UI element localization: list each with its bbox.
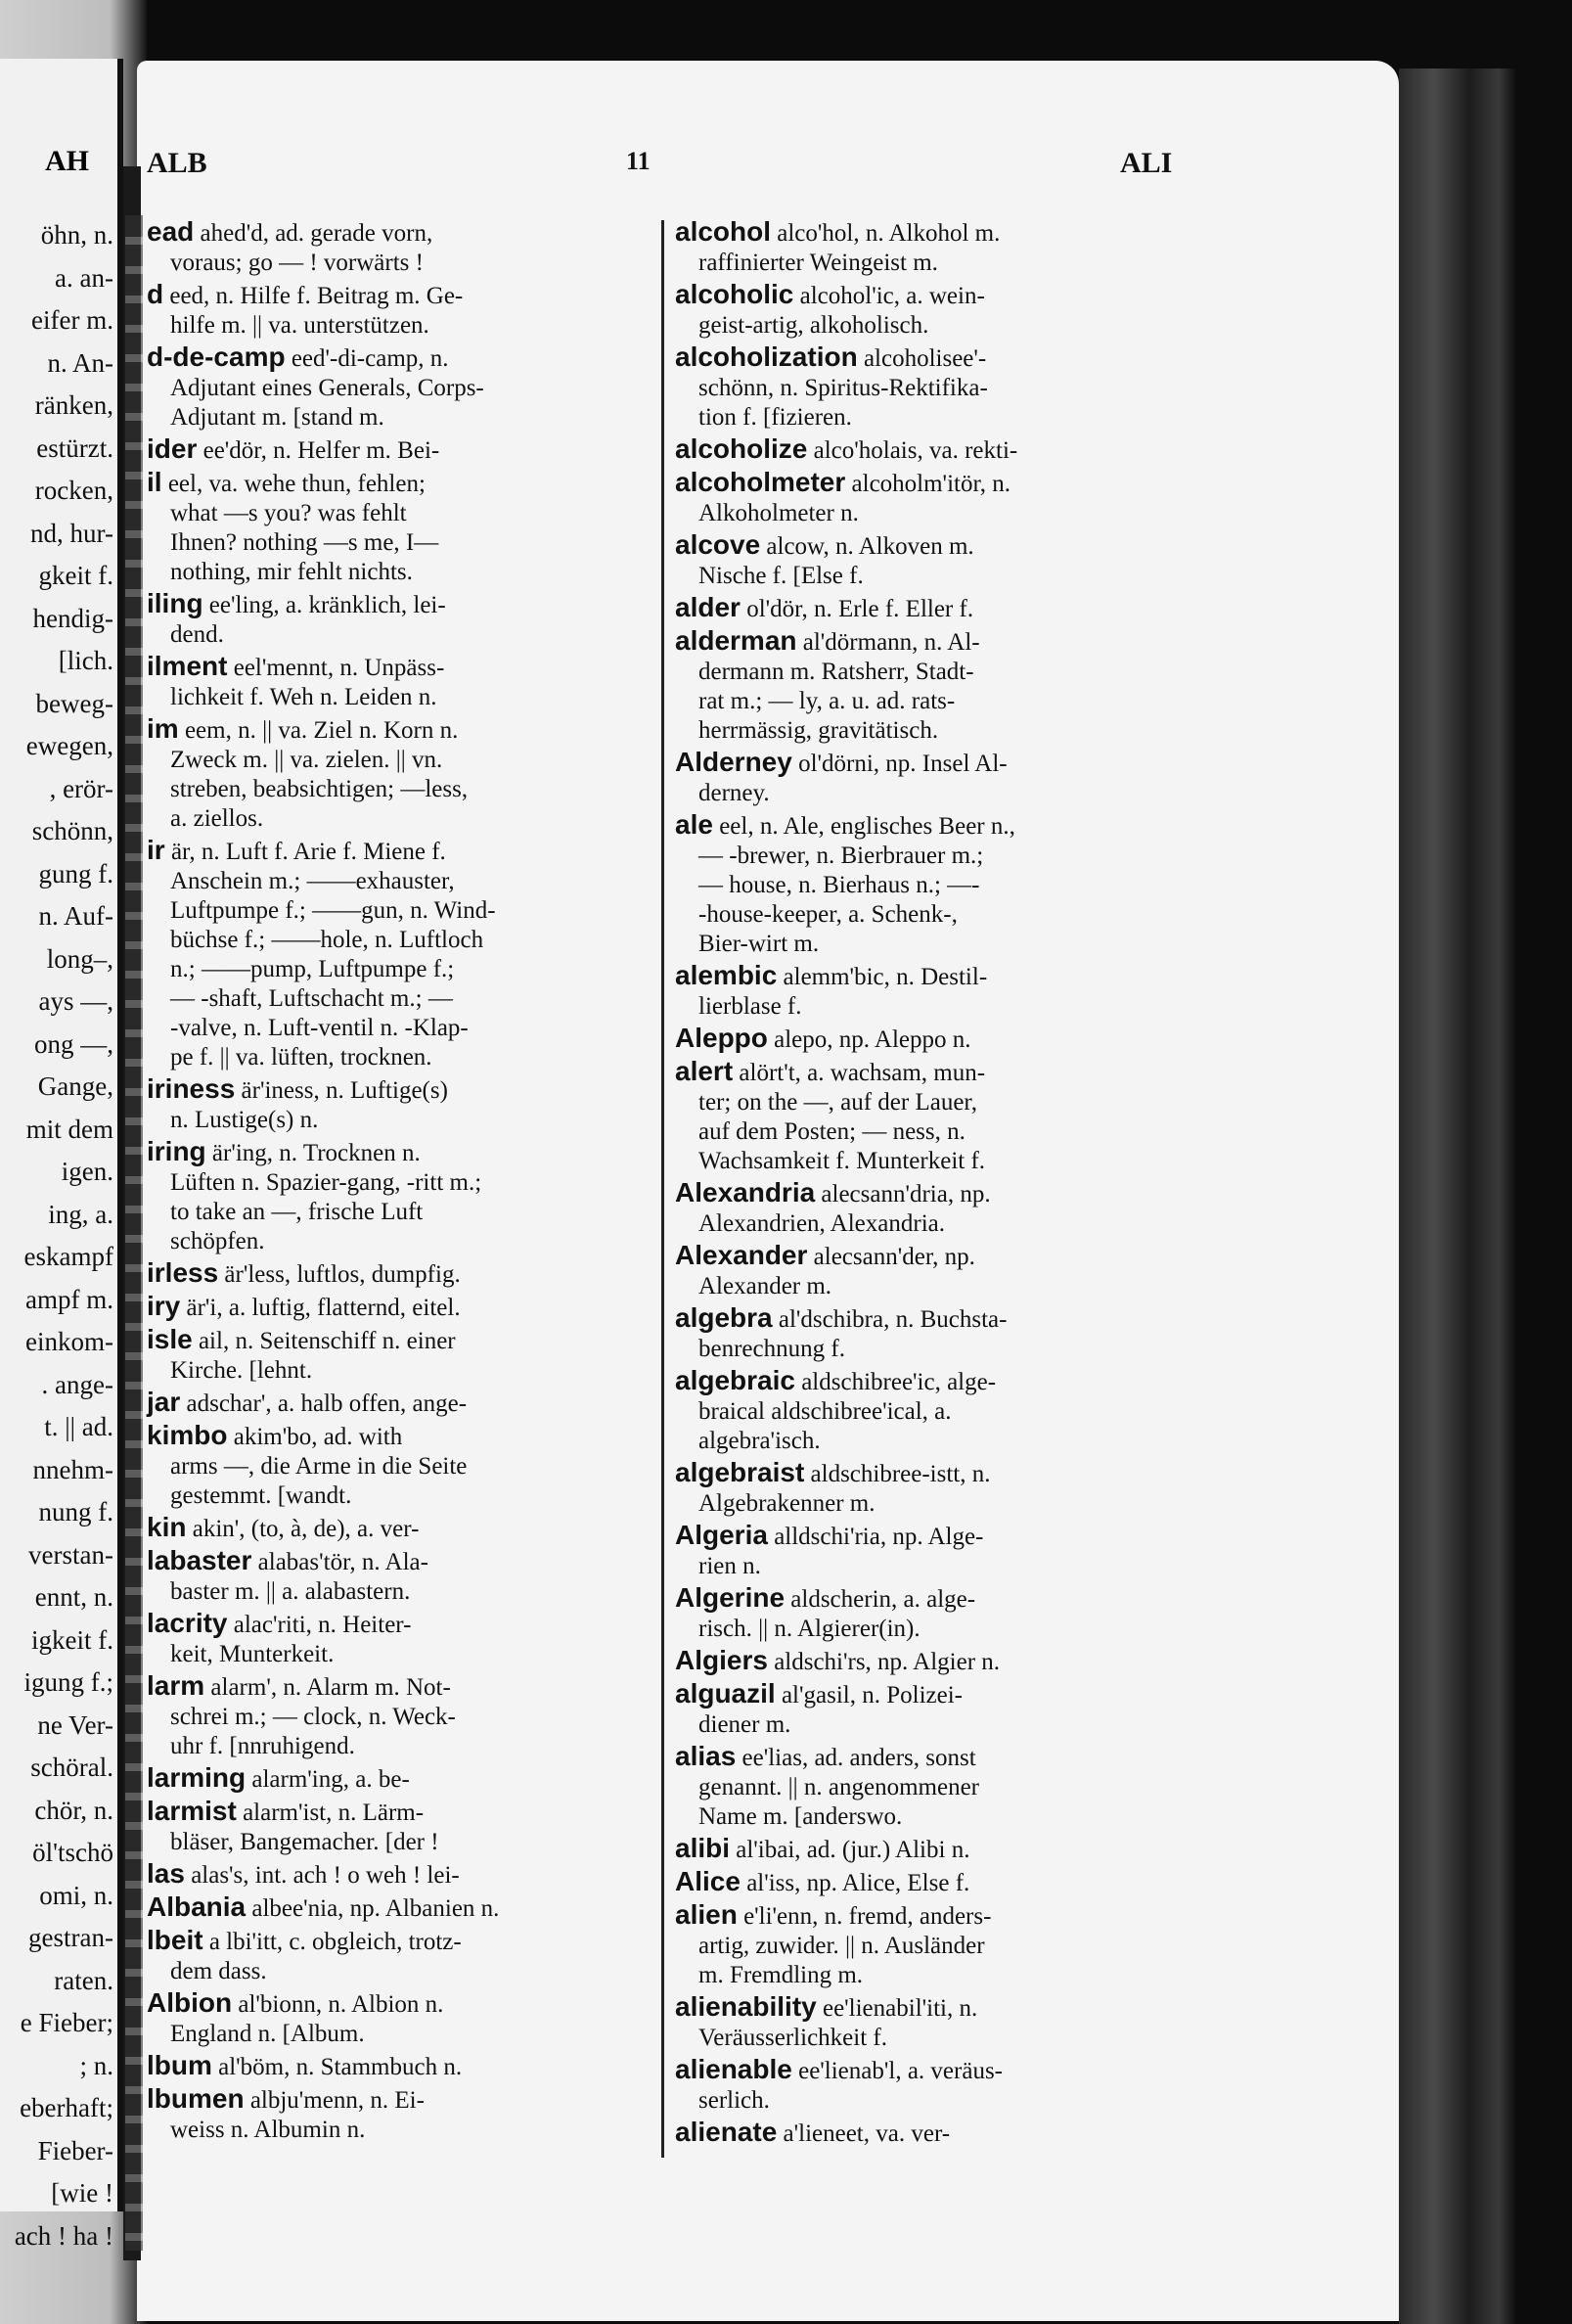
entry-headline: larming alarm'ing, a. be- [147,1762,410,1793]
left-page-fragment: verstan- [28,1539,113,1570]
entry-continuation: -valve, n. Luft-ventil n. -Klap- [170,1015,469,1041]
dictionary-entry [147,1137,641,1256]
headword: iriness [147,1073,236,1104]
entry-headline: alienate a'lieneet, va. ver- [675,2117,951,2147]
entry-headline: iriness är'iness, n. Luftige(s) [147,1073,448,1104]
left-page-fragment: schöral. [30,1753,113,1782]
headword: Algeria [675,1520,768,1550]
headword: larm [147,1670,205,1701]
entry-headline: lbumen albju'menn, n. Ei- [147,2083,425,2114]
column-divider [661,220,664,2158]
left-page-fragment: n. An- [47,347,113,378]
entry-headline: iring är'ing, n. Trocknen n. [147,1136,421,1166]
headword: lbum [147,2050,212,2080]
entry-continuation: benrechnung f. [698,1336,845,1362]
left-page-fragment: . ange- [41,1369,113,1399]
headword: lbumen [147,2083,245,2114]
headword: irless [147,1257,219,1288]
entry-continuation: serlich. [698,2087,770,2114]
entry-continuation: to take an —, frische Luft [170,1199,424,1225]
entry-headline: algebraist aldschibree-istt, n. [675,1457,991,1487]
left-page-fragment: nung f. [38,1497,113,1527]
dictionary-entry [147,468,641,587]
left-column [147,217,641,2147]
headword: iry [147,1291,181,1321]
left-page-fragment: ing, a. [48,1199,113,1229]
left-page-fragment: ewegen, [25,731,113,760]
headword: alcoholization [675,342,858,372]
left-page-fragment: e Fieber; [20,2008,113,2037]
headword: Algiers [675,1645,768,1675]
entry-continuation: — -brewer, n. Bierbrauer m.; [698,843,984,869]
headword: Alice [675,1866,741,1896]
dictionary-entry [675,2118,1233,2149]
headword: alcoholic [675,279,794,309]
headword: algebraic [675,1365,795,1395]
entry-headline: Alice al'iss, np. Alice, Else f. [675,1866,970,1896]
entry-continuation: schöpfen. [170,1228,265,1254]
entry-continuation: herrmässig, gravitätisch. [698,717,939,744]
entry-headline: iry är'i, a. luftig, flatternd, eitel. [147,1291,461,1321]
entry-continuation: voraus; go — ! vorwärts ! [170,250,424,276]
left-page-running-head: AH [45,145,89,177]
entry-headline: alembic alemm'bic, n. Destil- [675,960,988,990]
entry-headline: lacrity alac'riti, n. Heiter- [147,1608,412,1638]
left-page-fragment: ong —, [34,1028,113,1059]
entry-headline: alder ol'dör, n. Erle f. Eller f. [675,592,974,622]
entry-continuation: Algebrakenner m. [698,1490,876,1517]
entry-headline: im eem, n. || va. Ziel n. Korn n. [147,713,459,744]
entry-headline: Albania albee'nia, np. Albanien n. [147,1891,500,1922]
headword: alder [675,592,741,622]
dictionary-entry [147,1892,641,1924]
left-page-fragment: chör, n. [34,1795,113,1825]
left-page-fragment: ; n. [79,2050,113,2080]
dictionary-entry [147,217,641,278]
entry-headline: alias ee'lias, ad. anders, sonst [675,1741,976,1771]
headword: alembic [675,960,778,990]
dictionary-entry [147,1671,641,1761]
entry-headline: jar adschar', a. halb offen, ange- [147,1387,468,1417]
entry-headline: alcoholic alcohol'ic, a. wein- [675,279,985,309]
entry-headline: isle ail, n. Seitenschiff n. einer [147,1324,456,1354]
headword: kimbo [147,1420,228,1450]
entry-headline: alcoholization alcoholisee'- [675,342,987,372]
entry-continuation: hilfe m. || va. unterstützen. [170,312,429,339]
left-page-fragment: [lich. [58,646,113,675]
headword: d [147,279,164,309]
entry-continuation: Zweck m. || va. zielen. || vn. [170,747,443,773]
entry-headline: alert alört't, a. wachsam, mun- [675,1056,986,1086]
entry-continuation: raffinierter Weingeist m. [698,250,938,276]
entry-headline: alcoholmeter alcoholm'itör, n. [675,467,1011,497]
entry-continuation: derney. [698,780,770,806]
dictionary-entry [675,468,1233,528]
left-page-fragment: eberhaft; [20,2093,113,2122]
headword: larming [147,1762,247,1793]
entry-headline: ilment eel'mennt, n. Unpäss- [147,651,445,681]
entry-headline: kimbo akim'bo, ad. with [147,1420,403,1450]
dictionary-entry [675,434,1233,466]
left-page-fragment: igen. [61,1157,113,1186]
headword: Algerine [675,1582,786,1613]
dictionary-entry [675,1834,1233,1865]
dictionary-entry [675,217,1233,278]
entry-headline: Alexander alecsann'der, np. [675,1240,975,1270]
headword: iling [147,588,203,618]
entry-continuation: keit, Munterkeit. [170,1641,335,1667]
headword: Albania [147,1891,247,1922]
entry-headline: kin akin', (to, à, de), a. ver- [147,1512,420,1542]
entry-headline: ead ahed'd, ad. gerade vorn, [147,216,433,247]
headword: las [147,1858,185,1889]
headword: alderman [675,625,797,656]
entry-continuation: -house-keeper, a. Schenk-, [698,901,958,928]
entry-continuation: diener m. [698,1711,791,1738]
headword: algebra [675,1302,773,1333]
dictionary-entry [147,1421,641,1511]
entry-continuation: tion f. [fizieren. [698,404,852,431]
dictionary-entry [147,1763,641,1795]
dictionary-entry [147,652,641,712]
entry-continuation: — house, n. Bierhaus n.; —- [698,872,980,898]
left-page-fragment: einkom- [25,1327,113,1356]
dictionary-entry [675,1024,1233,1055]
entry-headline: labaster alabas'tör, n. Ala- [147,1545,428,1575]
entry-continuation: geist-artig, alkoholisch. [698,312,929,339]
entry-continuation: England n. [Album. [170,2021,365,2047]
left-page-fragment: beweg- [35,688,113,718]
entry-headline: algebra al'dschibra, n. Buchsta- [675,1302,1008,1333]
left-page-fragment: n. Auf- [38,901,113,931]
headword: alien [675,1899,738,1930]
dictionary-entry [147,1258,641,1290]
dictionary-entry [675,626,1233,746]
entry-continuation: artig, zuwider. || n. Ausländer [698,1933,985,1959]
entry-headline: alcohol alco'hol, n. Alkohol m. [675,216,1001,247]
dictionary-entry [675,530,1233,591]
entry-continuation: Anschein m.; ——exhauster, [170,868,455,894]
dictionary-entry [147,836,641,1072]
dictionary-entry [147,1388,641,1419]
headword: larmist [147,1796,237,1826]
headword: im [147,713,179,744]
page-number: 11 [626,147,651,175]
left-page-fragment: ränken, [34,390,113,420]
left-page-fragment: nnehm- [32,1454,113,1484]
headword: alienate [675,2117,778,2147]
entry-continuation: weiss n. Albumin n. [170,2117,366,2143]
headword: il [147,467,162,497]
headword: iring [147,1136,206,1166]
headword: ale [675,809,713,840]
entry-continuation: dermann m. Ratsherr, Stadt- [698,659,974,685]
entry-headline: alguazil al'gasil, n. Polizei- [675,1678,963,1709]
dictionary-entry [147,1325,641,1386]
entry-continuation: bläser, Bangemacher. [der ! [170,1829,439,1855]
entry-continuation: n. Lustige(s) n. [170,1107,319,1133]
left-page-fragment: a. an- [55,262,113,293]
entry-continuation: dend. [170,621,224,648]
left-page-fragment: estürzt. [36,433,113,463]
headword: ead [147,216,195,247]
left-page-fragment: raten. [54,1965,113,1995]
headword: alcove [675,529,761,560]
entry-continuation: Alexandrien, Alexandria. [698,1210,945,1237]
headword: ir [147,835,165,865]
entry-continuation: lierblase f. [698,993,802,1020]
headword: Albion [147,1987,233,2018]
dictionary-entry [675,1900,1233,1990]
left-page-fragment: gkeit f. [38,561,113,590]
gutter-bleed [125,215,143,2251]
left-page-fragment: eifer m. [31,305,113,335]
dictionary-entry [147,1074,641,1135]
entry-headline: ir är, n. Luft f. Arie f. Miene f. [147,835,446,865]
entry-headline: ale eel, n. Ale, englisches Beer n., [675,809,1015,840]
left-page-fragment: ach ! ha ! [14,2220,113,2251]
entry-continuation: dem dass. [170,1958,267,1984]
left-page-fragment: omi, n. [39,1880,113,1910]
entry-continuation: streben, beabsichtigen; —less, [170,776,469,802]
entry-continuation: Adjutant m. [stand m. [170,404,384,431]
headword: alguazil [675,1678,776,1709]
left-page-fragment: Gange, [37,1071,113,1101]
entry-continuation: pe f. || va. lüften, trocknen. [170,1044,432,1071]
entry-continuation: Lüften n. Spazier-gang, -ritt m.; [170,1169,482,1196]
headword: alcohol [675,216,772,247]
entry-continuation: Name m. [anderswo. [698,1803,903,1830]
left-page-fragment: schönn, [31,816,113,845]
dictionary-entry [675,593,1233,624]
entry-headline: ider ee'dör, n. Helfer m. Bei- [147,433,440,464]
entry-headline: Algeria alldschi'ria, np. Alge- [675,1520,984,1550]
entry-headline: Alexandria alecsann'dria, np. [675,1177,991,1208]
entry-headline: alienable ee'lienab'l, a. veräus- [675,2054,1003,2084]
entry-continuation: lichkeit f. Weh n. Leiden n. [170,684,437,710]
entry-headline: iling ee'ling, a. kränklich, lei- [147,588,446,618]
facing-page-left [0,59,123,2251]
dictionary-entry [147,2051,641,2082]
left-page-fragment: gung f. [38,858,113,889]
left-page-fragment: ne Ver- [37,1709,113,1740]
entry-continuation: Adjutant eines Generals, Corps- [170,375,484,401]
page-stack-edge [1399,68,1516,2324]
left-page-fragment: rocken, [34,476,113,505]
headword: alcoholmeter [675,467,846,497]
entry-headline: Algiers aldschi'rs, np. Algier n. [675,1645,1001,1675]
entry-continuation: Alexander m. [698,1273,832,1299]
headword: ilment [147,651,228,681]
left-page-fragment: Fieber- [37,2135,113,2165]
dictionary-entry [675,1458,1233,1519]
running-head-left: ALB [147,147,207,179]
entry-headline: irless är'less, luftlos, dumpfig. [147,1257,461,1288]
entry-continuation: uhr f. [nnruhigend. [170,1733,355,1759]
entry-continuation: Luftpumpe f.; ——gun, n. Wind- [170,897,496,924]
dictionary-entry [675,280,1233,341]
entry-headline: lbeit a lbi'itt, c. obgleich, trotz- [147,1925,462,1955]
entry-headline: Algerine aldscherin, a. alge- [675,1582,976,1613]
left-page-fragment: öhn, n. [40,220,113,250]
left-page-fragment: ays —, [38,986,113,1016]
entry-continuation: a. ziellos. [170,805,264,832]
entry-headline: alcove alcow, n. Alkoven m. [675,529,974,560]
dictionary-entry [675,1366,1233,1456]
entry-continuation: risch. || n. Algierer(in). [698,1616,921,1642]
entry-headline: las alas's, int. ach ! o weh ! lei- [147,1858,460,1889]
entry-headline: larm alarm', n. Alarm m. Not- [147,1670,451,1701]
headword: algebraist [675,1457,805,1487]
dictionary-entry [147,1546,641,1607]
headword: labaster [147,1545,252,1575]
entry-headline: alcoholize alco'holais, va. rekti- [675,433,1018,464]
entry-continuation: — -shaft, Luftschacht m.; — [170,985,453,1012]
dictionary-entry [675,1057,1233,1176]
dictionary-entry [675,1679,1233,1740]
dictionary-entry [675,810,1233,959]
dictionary-entry [147,342,641,433]
dictionary-entry [147,1797,641,1857]
headword: alibi [675,1833,731,1863]
entry-continuation: algebra'isch. [698,1428,821,1454]
headword: Alderney [675,747,792,777]
left-page-fragment: long–, [46,943,113,974]
dictionary-entry [147,1988,641,2049]
entry-continuation: Alkoholmeter n. [698,500,859,526]
entry-continuation: nothing, mir fehlt nichts. [170,559,413,585]
entry-continuation: Veräusserlichkeit f. [698,2025,887,2051]
dictionary-entry [675,1521,1233,1581]
dictionary-entry [675,1742,1233,1832]
dictionary-entry [675,961,1233,1022]
left-page-fragment: nd, hur- [30,518,113,548]
entry-continuation: Nische f. [Else f. [698,563,864,589]
entry-continuation: gestemmt. [wandt. [170,1482,352,1509]
left-page-fragment: gestran- [28,1923,113,1952]
running-head-right: ALI [1120,147,1173,179]
entry-continuation: rien n. [698,1553,761,1579]
entry-continuation: auf dem Posten; — ness, n. [698,1118,966,1145]
entry-headline: Aleppo alepo, np. Aleppo n. [675,1023,971,1053]
headword: alert [675,1056,734,1086]
dictionary-entry [147,1292,641,1323]
entry-continuation: baster m. || a. alabastern. [170,1578,411,1605]
entry-continuation: Kirche. [lehnt. [170,1357,313,1384]
entry-continuation: büchse f.; ——hole, n. Luftloch [170,927,484,953]
headword: Alexander [675,1240,808,1270]
headword: lacrity [147,1608,228,1638]
entry-continuation: genannt. || n. angenommener [698,1774,979,1800]
headword: Aleppo [675,1023,768,1053]
dictionary-entry [675,2055,1233,2116]
entry-headline: d eed, n. Hilfe f. Beitrag m. Ge- [147,279,464,309]
dictionary-entry [675,1178,1233,1239]
entry-headline: algebraic aldschibree'ic, alge- [675,1365,997,1395]
entry-continuation: m. Fremdling m. [698,1962,864,1988]
dictionary-entry [147,280,641,341]
entry-headline: larmist alarm'ist, n. Lärm- [147,1796,425,1826]
entry-continuation: ter; on the —, auf der Lauer, [698,1089,977,1116]
left-page-fragment: eskampf [23,1242,113,1271]
entry-continuation: n.; ——pump, Luftpumpe f.; [170,956,455,982]
dictionary-entry [147,589,641,650]
dictionary-entry [147,2084,641,2145]
headword: lbeit [147,1925,203,1955]
headword: Alexandria [675,1177,816,1208]
left-page-fragment: öl'tschö [32,1838,113,1867]
entry-headline: lbum al'böm, n. Stammbuch n. [147,2050,463,2080]
entry-continuation: Bier-wirt m. [698,931,820,957]
entry-headline: d-de-camp eed'-di-camp, n. [147,342,449,372]
dictionary-entry [147,1513,641,1544]
dictionary-entry [675,1867,1233,1898]
dictionary-entry [147,1859,641,1891]
left-page-fragment: mit dem [25,1114,113,1144]
dictionary-entry [675,1992,1233,2053]
entry-continuation: what —s you? was fehlt [170,500,407,526]
entry-continuation: rat m.; — ly, a. u. ad. rats- [698,688,956,714]
entry-headline: il eel, va. wehe thun, fehlen; [147,467,426,497]
dictionary-entry [147,434,641,466]
dictionary-entry [675,748,1233,808]
left-page-fragment: igung f.; [23,1667,113,1697]
dictionary-entry [147,714,641,834]
dictionary-entry [675,1646,1233,1677]
dictionary-entry [675,1303,1233,1364]
dictionary-entry [675,342,1233,433]
entry-headline: Alderney ol'dörni, np. Insel Al- [675,747,1008,777]
entry-headline: Albion al'bionn, n. Albion n. [147,1987,444,2018]
left-page-fragment: igkeit f. [31,1624,113,1655]
entry-headline: alibi al'ibai, ad. (jur.) Alibi n. [675,1833,970,1863]
dictionary-entry [147,1609,641,1669]
dictionary-entry [675,1241,1233,1301]
entry-headline: alienability ee'lienabil'iti, n. [675,1991,978,2022]
entry-headline: alien e'li'enn, n. fremd, anders- [675,1899,992,1930]
left-page-fragment: , erör- [49,773,113,803]
headword: isle [147,1324,193,1354]
entry-continuation: schrei m.; — clock, n. Weck- [170,1704,456,1730]
headword: alienable [675,2054,792,2084]
entry-continuation: arms —, die Arme in die Seite [170,1453,468,1480]
headword: alias [675,1741,737,1771]
headword: d-de-camp [147,342,286,372]
entry-continuation: schönn, n. Spiritus-Rektifika- [698,375,988,401]
left-page-fragment: ampf m. [25,1284,113,1314]
dictionary-entry [147,1926,641,1986]
headword: jar [147,1387,181,1417]
left-page-fragment: [wie ! [51,2178,113,2208]
headword: alcoholize [675,433,808,464]
left-page-fragment: ennt, n. [34,1582,113,1612]
headword: kin [147,1512,187,1542]
entry-continuation: braical aldschibree'ical, a. [698,1398,952,1425]
left-page-fragment: hendig- [32,603,113,633]
dictionary-entry [675,1583,1233,1644]
entry-continuation: Wachsamkeit f. Munterkeit f. [698,1148,986,1174]
entry-continuation: Ihnen? nothing —s me, I— [170,529,439,556]
headword: ider [147,433,198,464]
right-column [675,217,1233,2151]
left-page-fragment: t. || ad. [44,1412,113,1441]
entry-headline: alderman al'dörmann, n. Al- [675,625,980,656]
headword: alienability [675,1991,817,2022]
